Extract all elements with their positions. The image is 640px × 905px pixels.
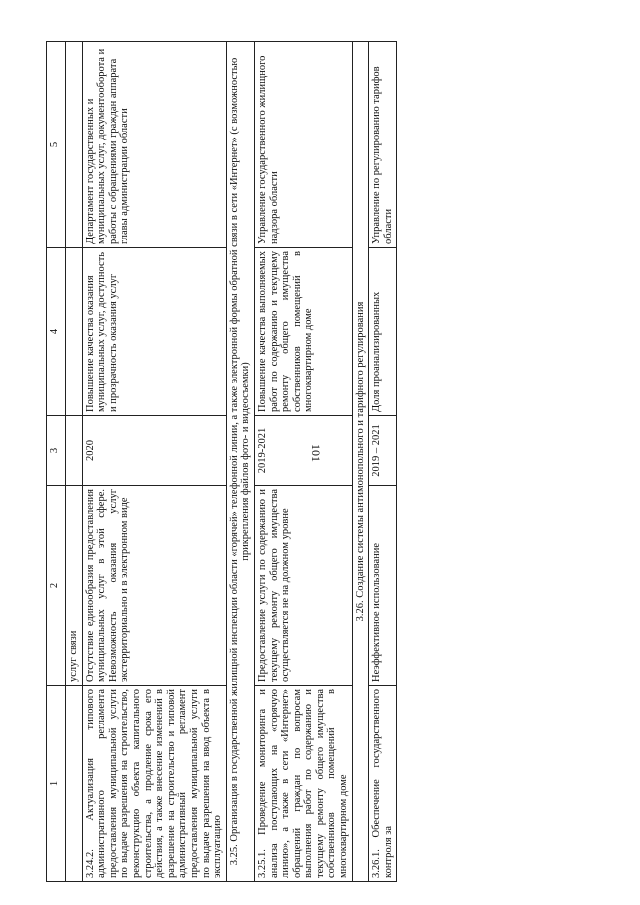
header-col-2: 2 [47,486,66,686]
section-row [226,42,254,882]
cell-period: 2020 [82,416,226,486]
cell-problem: услуг связи [66,486,83,686]
cell-responsible: Департамент государственных и муниципальных услуг, документооборота и работы с обращениями граждан аппарата главы администрации области [82,42,226,248]
cell-problem: Неэффективное использование [369,486,397,686]
cell-empty [66,42,83,248]
table-row [369,42,397,882]
table-row [254,42,352,882]
cell-result: Повышение качества выполняемых работ по содержанию и текущему ремонту общего имущества собственников помещений в многоквартирном доме [254,248,352,416]
cell-empty [66,686,83,882]
section-row [352,42,369,882]
cell-result: Повышение качества оказания муниципальных услуг, доступность и прозрачность оказания услуг [82,248,226,416]
cell-measure: 3.26.1. Обеспечение государственного контроля за [369,686,397,882]
cell-empty [66,416,83,486]
cell-responsible: Управление государственного жилищного надзора области [254,42,352,248]
table-row [82,42,226,882]
cell-responsible: Управление по регулированию тарифов области [369,42,397,248]
cell-measure: 3.25.1. Проведение мониторинга и анализа поступающих на «горячую линию», а также в сети «Интернет» обращений граждан по вопросам выполнения работ по содержанию и текущему ремонту общего имущества собственников помещений в многоквартирном доме [254,686,352,882]
continuation-row [66,42,83,882]
cell-period: 2019 – 2021 [369,416,397,486]
cell-problem: Предоставление услуги по содержанию и текущему ремонту общего имущества осуществляется не на должном уровне [254,486,352,686]
cell-empty [66,248,83,416]
cell-period: 2019-2021 [254,416,352,486]
header-col-1: 1 [47,686,66,882]
header-row [47,42,66,882]
page-number: 101 [309,444,323,462]
document-table [46,41,397,882]
cell-problem: Отсутствие единообразия предоставления муниципальных услуг в этой сфере. Невозможность оказания услуг экстерриториально и в электронном виде [82,486,226,686]
rotated-table-sheet [46,42,594,882]
header-col-5: 5 [47,42,66,248]
header-col-3: 3 [47,416,66,486]
cell-measure: 3.24.2. Актуализация типового административного регламента предоставления муниципальной услуги по выдаче разрешения на строительство, реконструкцию объекта капитального строительства, а продление срока его действия, а также внесение изменений в разрешение на строительство и типовой административный регламент предоставления муниципальной услуги по выдаче разрешения на ввод объекта в эксплуатацию [82,686,226,882]
cell-result: Доля проанализированных [369,248,397,416]
header-col-4: 4 [47,248,66,416]
section-title-3-26: 3.26. Создание системы антимонопольного и тарифного регулирования [352,42,369,882]
section-title-3-25: 3.25. Организация в государственной жилищной инспекции области «горячей» телефонной линии, а также электронной формы обратной связи в сети «Интернет» (с возможностью прикрепления файлов фото- и видеосъемки) [226,42,254,882]
